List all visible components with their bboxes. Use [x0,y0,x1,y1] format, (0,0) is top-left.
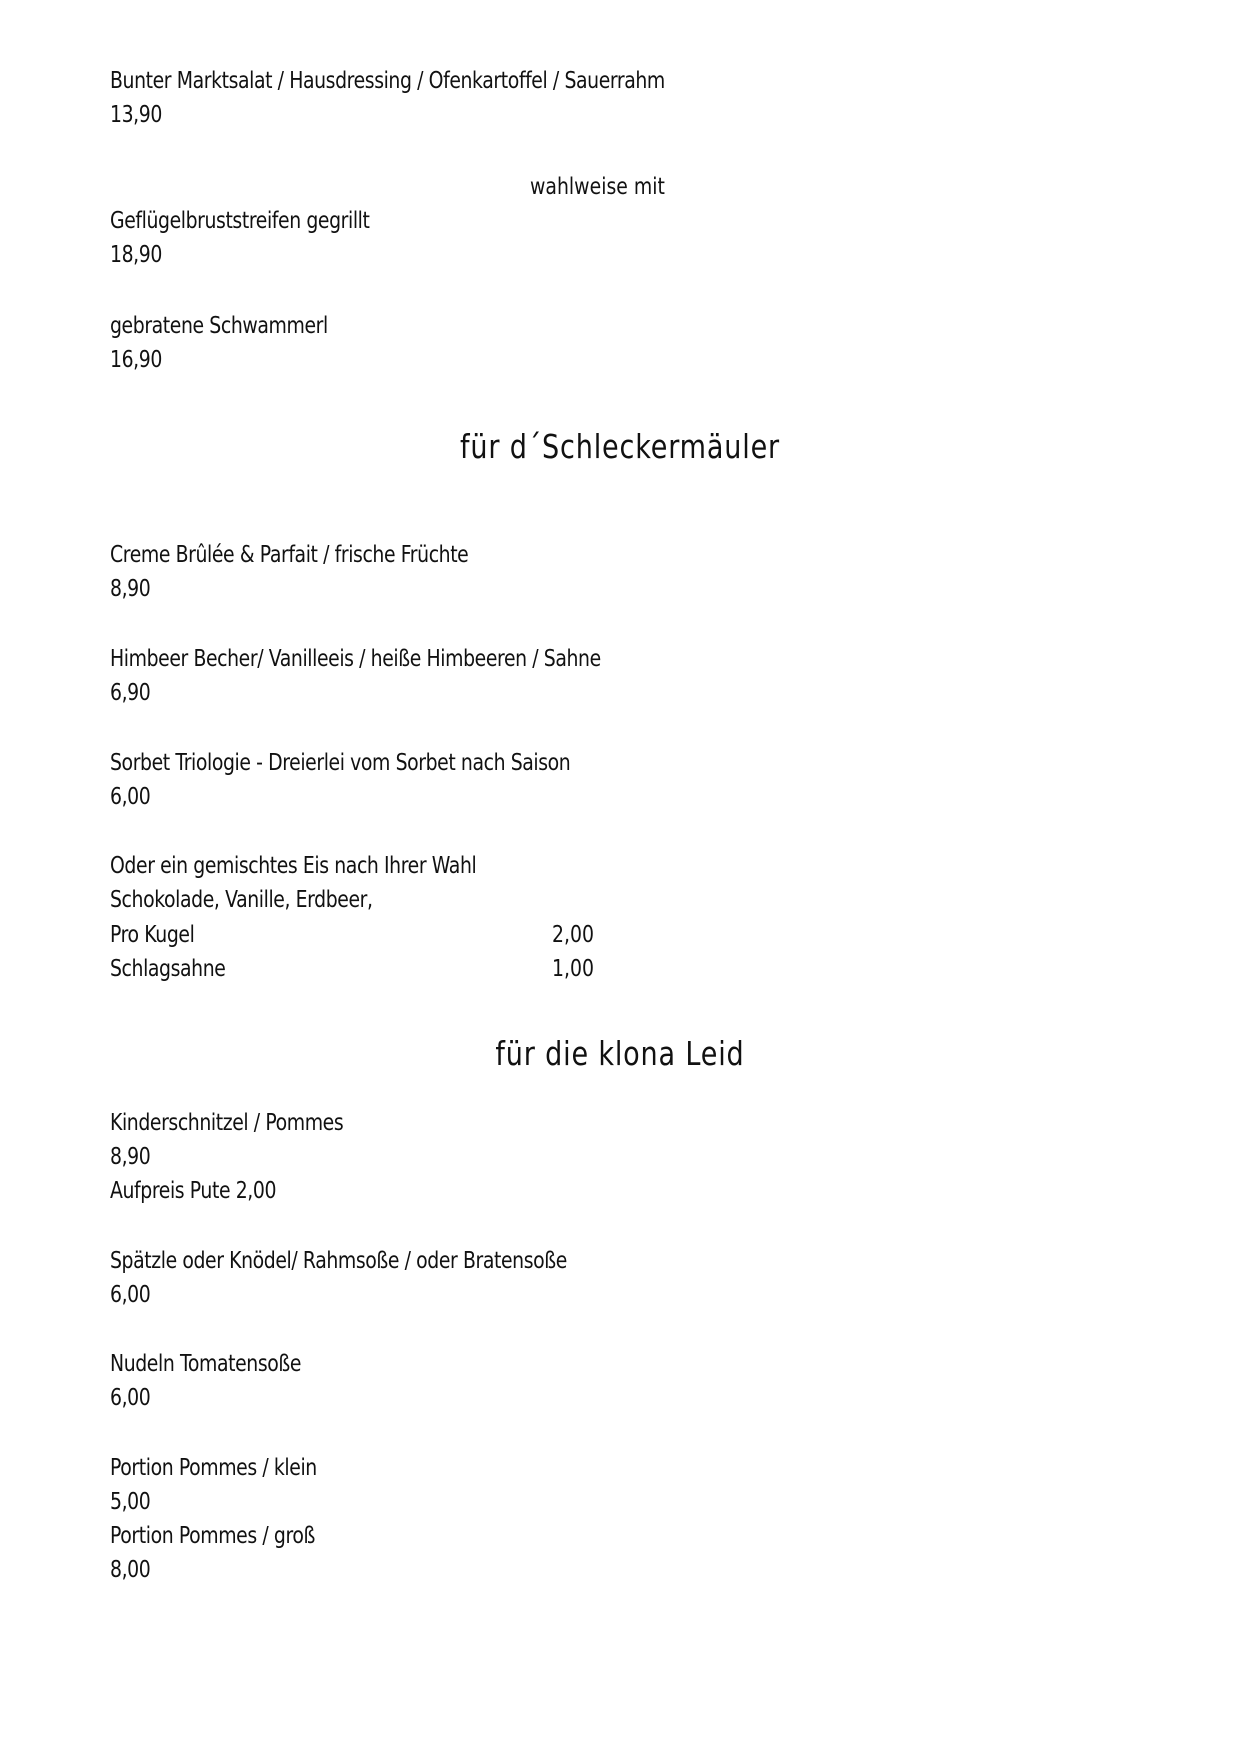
choice-note: wahlweise mit [530,174,665,200]
kids-heading: für die klona Leid [495,1034,745,1073]
cream-label: Schlagsahne [110,956,226,982]
menu-item-salad-price: 13,90 [110,102,162,128]
menu-item-option1-price: 18,90 [110,242,162,268]
scoop-price: 2,00 [552,922,594,948]
kids-item-5-desc: Portion Pommes / groß [110,1523,315,1549]
dessert-item-1-desc: Creme Brûlée & Parfait / frische Früchte [110,542,469,568]
kids-item-5-price: 8,00 [110,1557,151,1583]
cream-price: 1,00 [552,956,594,982]
dessert-item-2-desc: Himbeer Becher/ Vanilleeis / heiße Himbeeren / Sahne [110,646,601,672]
dessert-item-1-price: 8,90 [110,576,151,602]
kids-item-3-desc: Nudeln Tomatensoße [110,1351,302,1377]
dessert-item-3-desc: Sorbet Triologie - Dreierlei vom Sorbet nach Saison [110,750,571,776]
kids-item-1-desc: Kinderschnitzel / Pommes [110,1110,344,1136]
kids-item-3-price: 6,00 [110,1385,151,1411]
icecream-intro: Oder ein gemischtes Eis nach Ihrer Wahl [110,853,477,879]
kids-item-4-price: 5,00 [110,1489,151,1515]
menu-item-option2-price: 16,90 [110,347,162,373]
icecream-flavors: Schokolade, Vanille, Erdbeer, [110,887,373,913]
dessert-heading: für d´Schleckermäuler [460,427,780,466]
kids-item-4-desc: Portion Pommes / klein [110,1455,317,1481]
menu-item-option2-desc: gebratene Schwammerl [110,313,328,339]
dessert-item-2-price: 6,90 [110,680,151,706]
scoop-label: Pro Kugel [110,922,195,948]
kids-item-1-price: 8,90 [110,1144,151,1170]
kids-item-1-extra: Aufpreis Pute 2,00 [110,1178,277,1204]
kids-item-2-desc: Spätzle oder Knödel/ Rahmsoße / oder Bratensoße [110,1248,567,1274]
kids-item-2-price: 6,00 [110,1282,151,1308]
menu-item-option1-desc: Geflügelbruststreifen gegrillt [110,208,370,234]
menu-item-salad-desc: Bunter Marktsalat / Hausdressing / Ofenkartoffel / Sauerrahm [110,68,665,94]
dessert-item-3-price: 6,00 [110,784,151,810]
